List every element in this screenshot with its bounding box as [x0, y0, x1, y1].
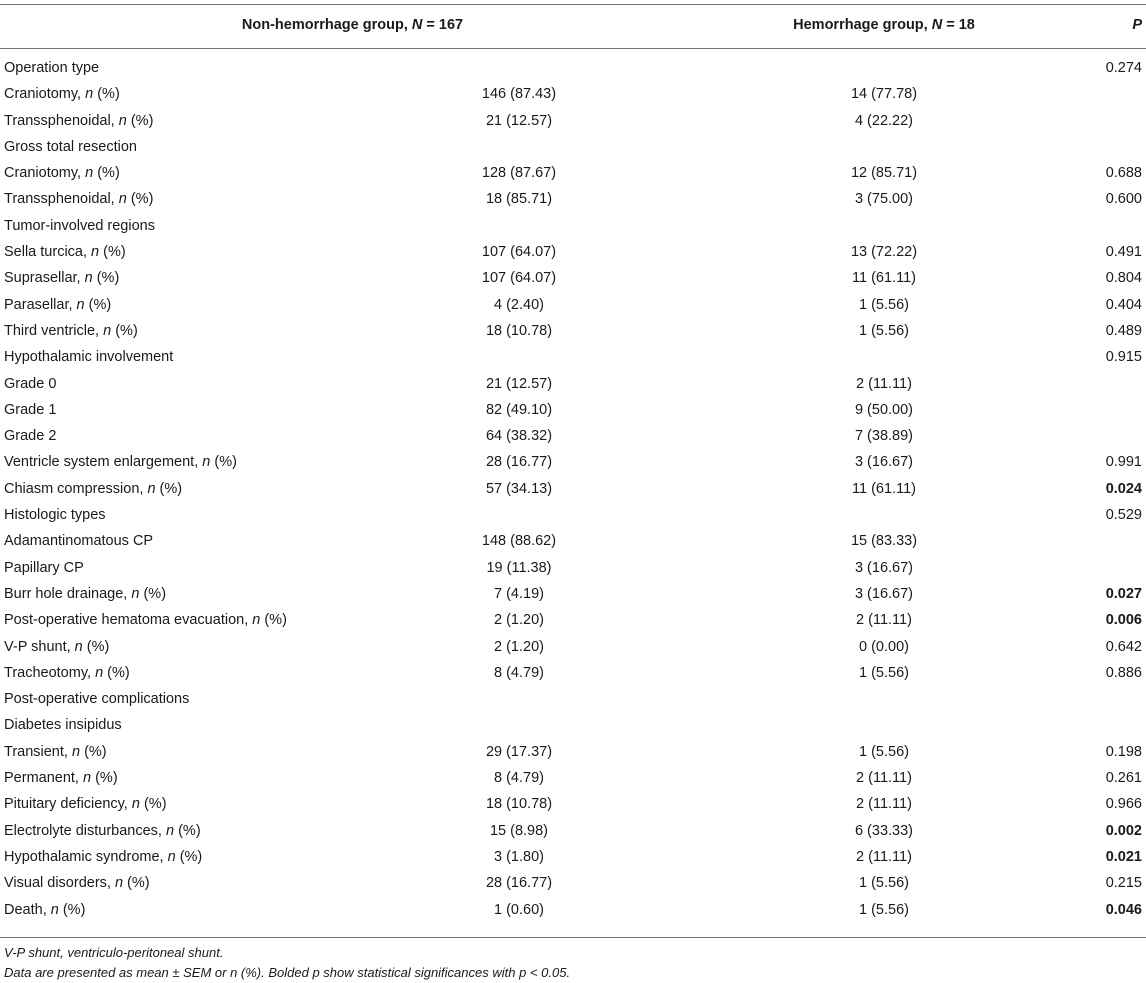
p-value: 0.027 [1105, 585, 1142, 602]
non-hemorrhage-value: 19 (11.38) [486, 559, 552, 576]
p-value: 0.991 [1105, 454, 1142, 471]
hemorrhage-value: 14 (77.78) [850, 86, 918, 103]
row-label: Pituitary deficiency, n (%) [4, 796, 167, 813]
row-label: Death, n (%) [4, 901, 86, 918]
hemorrhage-value: 1 (5.56) [859, 322, 909, 339]
table-row [0, 897, 1146, 923]
hemorrhage-value: 2 (11.11) [856, 848, 912, 865]
hemorrhage-value: 1 (5.56) [859, 296, 909, 313]
row-label: Post-operative complications [4, 691, 190, 708]
non-hemorrhage-value: 82 (49.10) [485, 401, 553, 418]
hemorrhage-value: 4 (22.22) [854, 112, 914, 129]
p-value: 0.046 [1105, 901, 1142, 918]
hemorrhage-value: 9 (50.00) [854, 401, 914, 418]
table-footnotes [4, 943, 570, 983]
non-hemorrhage-value: 4 (2.40) [494, 296, 544, 313]
hemorrhage-value: 0 (0.00) [859, 638, 909, 655]
row-label: V-P shunt, n (%) [4, 638, 110, 655]
row-label: Papillary CP [4, 559, 84, 576]
non-hemorrhage-value: 29 (17.37) [485, 743, 553, 760]
p-value: 0.688 [1105, 165, 1142, 182]
non-hemorrhage-value: 18 (10.78) [485, 322, 553, 339]
row-label: Chiasm compression, n (%) [4, 480, 183, 497]
header-non-n: N [411, 17, 423, 33]
row-label: Grade 2 [4, 428, 57, 445]
table-row [0, 660, 1146, 686]
row-label: Parasellar, n (%) [4, 296, 112, 313]
table-row [0, 55, 1146, 81]
row-label: Craniotomy, n (%) [4, 86, 120, 103]
table-bottom-rule [0, 937, 1146, 938]
p-value: 0.915 [1105, 349, 1142, 366]
row-label: Hypothalamic syndrome, n (%) [4, 848, 203, 865]
header-non-count: = 167 [422, 17, 464, 33]
table-row [0, 318, 1146, 344]
table-row [0, 292, 1146, 318]
table-row [0, 239, 1146, 265]
non-hemorrhage-value: 18 (85.71) [485, 191, 553, 208]
row-label: Tumor-involved regions [4, 217, 155, 234]
table-row [0, 555, 1146, 581]
header-hemorrhage [725, 16, 1043, 34]
hemorrhage-value: 11 (61.11) [852, 270, 916, 287]
table-row [0, 160, 1146, 186]
table-row [0, 397, 1146, 423]
p-value: 0.021 [1105, 848, 1142, 865]
row-label: Ventricle system enlargement, n (%) [4, 454, 237, 471]
header-non-text: Non-hemorrhage group, [241, 17, 412, 33]
table-row [0, 581, 1146, 607]
header-rule [0, 48, 1146, 49]
row-label: Sella turcica, n (%) [4, 244, 126, 261]
p-value: 0.804 [1105, 270, 1142, 287]
hemorrhage-value: 11 (61.11) [852, 480, 916, 497]
non-hemorrhage-value: 28 (16.77) [485, 454, 553, 471]
non-hemorrhage-value: 28 (16.77) [485, 875, 553, 892]
hemorrhage-value: 13 (72.22) [850, 244, 918, 261]
table-row [0, 870, 1146, 896]
row-label: Transsphenoidal, n (%) [4, 191, 154, 208]
table-row [0, 449, 1146, 475]
table-row [0, 791, 1146, 817]
hemorrhage-value: 1 (5.56) [859, 664, 909, 681]
row-label: Hypothalamic involvement [4, 349, 174, 366]
non-hemorrhage-value: 128 (87.67) [481, 165, 557, 182]
p-value: 0.274 [1105, 60, 1142, 76]
row-label: Operation type [4, 60, 100, 76]
row-label: Permanent, n (%) [4, 770, 118, 787]
table-row [0, 371, 1146, 397]
non-hemorrhage-value: 8 (4.79) [494, 770, 544, 787]
hemorrhage-value: 3 (16.67) [854, 559, 914, 576]
p-value: 0.642 [1105, 638, 1142, 655]
non-hemorrhage-value: 146 (87.43) [481, 86, 557, 103]
row-label: Electrolyte disturbances, n (%) [4, 822, 201, 839]
non-hemorrhage-value: 107 (64.07) [481, 270, 557, 287]
row-label: Histologic types [4, 507, 106, 524]
table-row [0, 528, 1146, 554]
row-label: Transsphenoidal, n (%) [4, 112, 154, 129]
p-value: 0.006 [1105, 612, 1142, 629]
non-hemorrhage-value: 64 (38.32) [485, 428, 553, 445]
p-value: 0.886 [1105, 664, 1142, 681]
table-row [0, 213, 1146, 239]
row-label: Adamantinomatous CP [4, 533, 154, 550]
non-hemorrhage-value: 15 (8.98) [489, 822, 549, 839]
header-hem-count: = 18 [942, 17, 975, 33]
footnote-data-note: Data are presented as mean ± SEM or n (%). Bolded p show statistical significances with p < 0.05. [4, 965, 571, 980]
footnote-abbreviation: V-P shunt, ventriculo-peritoneal shunt. [4, 945, 224, 960]
p-value: 0.491 [1105, 244, 1142, 261]
table-row [0, 765, 1146, 791]
non-hemorrhage-value: 1 (0.60) [494, 901, 544, 918]
row-label: Third ventricle, n (%) [4, 322, 138, 339]
hemorrhage-value: 2 (11.11) [856, 612, 912, 629]
table-row [0, 476, 1146, 502]
row-label: Post-operative hematoma evacuation, n (%) [4, 612, 287, 629]
table-top-rule [0, 4, 1146, 5]
hemorrhage-value: 2 (11.11) [856, 770, 912, 787]
p-value: 0.600 [1105, 191, 1142, 208]
table-row [0, 108, 1146, 134]
hemorrhage-value: 3 (75.00) [854, 191, 914, 208]
table-row [0, 712, 1146, 738]
row-label: Tracheotomy, n (%) [4, 664, 130, 681]
non-hemorrhage-value: 107 (64.07) [481, 244, 557, 261]
header-hem-text: Hemorrhage group, [793, 17, 932, 33]
hemorrhage-value: 3 (16.67) [854, 585, 914, 602]
p-value: 0.024 [1105, 480, 1142, 497]
row-label: Gross total resection [4, 138, 137, 155]
row-label: Suprasellar, n (%) [4, 270, 120, 287]
p-value: 0.198 [1105, 743, 1142, 760]
hemorrhage-value: 12 (85.71) [850, 165, 918, 182]
hemorrhage-value: 2 (11.11) [856, 375, 912, 392]
header-hem-n: N [931, 17, 943, 33]
non-hemorrhage-value: 3 (1.80) [494, 848, 544, 865]
table-row [0, 818, 1146, 844]
table-row [0, 634, 1146, 660]
non-hemorrhage-value: 21 (12.57) [485, 112, 553, 129]
header-non-hemorrhage [0, 16, 705, 34]
non-hemorrhage-value: 7 (4.19) [494, 585, 544, 602]
table-row [0, 81, 1146, 107]
non-hemorrhage-value: 2 (1.20) [494, 612, 544, 629]
table-row [0, 739, 1146, 765]
hemorrhage-value: 3 (16.67) [854, 454, 914, 471]
non-hemorrhage-value: 57 (34.13) [485, 480, 553, 497]
non-hemorrhage-value: 21 (12.57) [485, 375, 553, 392]
table-row [0, 686, 1146, 712]
non-hemorrhage-value: 2 (1.20) [494, 638, 544, 655]
row-label: Grade 0 [4, 375, 57, 392]
table-row [0, 423, 1146, 449]
row-label: Burr hole drainage, n (%) [4, 585, 167, 602]
p-value: 0.261 [1105, 770, 1142, 787]
table-row [0, 186, 1146, 212]
table-row [0, 502, 1146, 528]
p-value: 0.404 [1105, 296, 1142, 313]
header-p-value: P [1132, 17, 1142, 33]
hemorrhage-value: 7 (38.89) [854, 428, 914, 445]
table-row [0, 265, 1146, 291]
row-label: Craniotomy, n (%) [4, 165, 120, 182]
table-row [0, 134, 1146, 160]
row-label: Diabetes insipidus [4, 717, 122, 734]
table-row [0, 607, 1146, 633]
hemorrhage-value: 1 (5.56) [859, 901, 909, 918]
non-hemorrhage-value: 18 (10.78) [485, 796, 553, 813]
hemorrhage-value: 1 (5.56) [859, 875, 909, 892]
non-hemorrhage-value: 8 (4.79) [494, 664, 544, 681]
hemorrhage-value: 15 (83.33) [850, 533, 918, 550]
table-row [0, 344, 1146, 370]
hemorrhage-value: 6 (33.33) [854, 822, 914, 839]
p-value: 0.966 [1105, 796, 1142, 813]
hemorrhage-value: 1 (5.56) [859, 743, 909, 760]
p-value: 0.489 [1105, 322, 1142, 339]
row-label: Visual disorders, n (%) [4, 875, 150, 892]
table-row [0, 844, 1146, 870]
p-value: 0.002 [1105, 822, 1142, 839]
non-hemorrhage-value: 148 (88.62) [481, 533, 557, 550]
p-value: 0.529 [1105, 507, 1142, 524]
p-value: 0.215 [1105, 875, 1142, 892]
row-label: Transient, n (%) [4, 743, 107, 760]
hemorrhage-value: 2 (11.11) [856, 796, 912, 813]
row-label: Grade 1 [4, 401, 57, 418]
table-body [0, 55, 1146, 923]
